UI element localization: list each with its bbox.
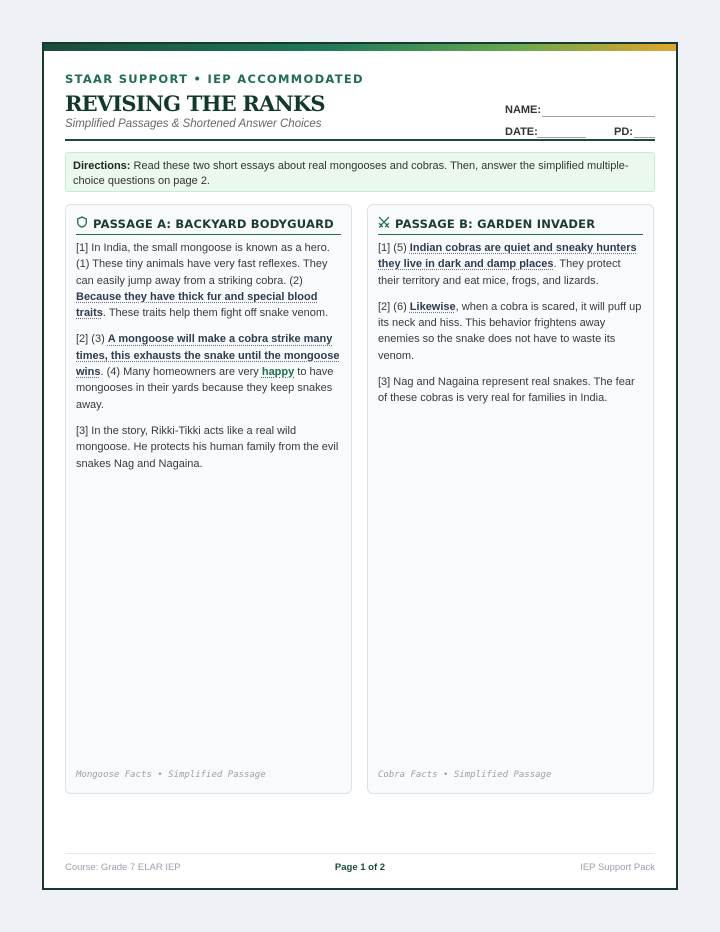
gradient-top-bar [44,44,676,51]
directions-label: Directions: [73,160,131,172]
passage-a-header [76,214,341,235]
sentence-5-underlined[interactable]: Indian cobras are quiet and sneaky hunters they live in dark and damp places [378,242,637,271]
passage-b-paragraph-3: [3] Nag and Nagaina represent real snakes. The fear of these cobras is very real for families in India. [378,376,635,405]
passage-a-paragraph-2 [76,331,341,412]
paragraph-text: , when a cobra is scared, it will puff up its neck and hiss. This behavior frightens away enemies so the snake does not have to waste its venom. [378,300,642,362]
passage-b-card [367,204,654,794]
passage-b-title: PASSAGE B: GARDEN INVADER [395,217,596,231]
passage-a-paragraph-1 [76,240,341,321]
shield-icon [76,215,93,233]
passage-b-footer: Cobra Facts • Simplified Passage [378,770,552,780]
sentence-1-underlined[interactable]: Because they have thick fur and special blood traits [76,290,318,320]
date-field[interactable] [537,137,586,138]
date-label: DATE: [505,126,538,138]
passage-a-title: PASSAGE A: BACKYARD BODYGUARD [93,217,334,231]
header-kicker: STAAR SUPPORT • IEP ACCOMMODATED [65,72,364,86]
name-label: NAME: [505,104,542,116]
crossed-swords-icon [378,215,395,233]
page-title: REVISING THE RANKS [65,91,325,116]
period-field[interactable] [634,137,655,138]
course-label: Course: Grade 7 ELAR IEP [65,862,181,873]
page-subtitle: Simplified Passages & Shortened Answer Choices [65,118,322,130]
paragraph-text: to have mongooses in their yards because they keep snakes away. [76,366,334,411]
passage-a-body [76,240,341,482]
passage-a-footer: Mongoose Facts • Simplified Passage [76,770,266,780]
header-divider [65,139,655,141]
paragraph-text: . They protect their territory and eat mice, frogs, and lizards. [378,258,621,287]
pack-label: IEP Support Pack [580,862,655,873]
period-label: PD: [614,126,633,138]
passage-a-paragraph-3: [3] In the story, Rikki-Tikki acts like a real wild mongoose. He protects his human family from the evil snakes Nag and Nagaina. [76,424,339,470]
passage-b-header [378,214,643,235]
paragraph-text: [2] (3) [76,333,108,346]
directions-box [65,152,655,192]
paragraph-text: . (4) Many homeowners are very [100,366,262,379]
footer-divider [65,853,655,854]
directions-text: Read these two short essays about real mongooses and cobras. Then, answer the simplified multiple-choice questions on page 2. [73,160,629,187]
passage-b-body [378,240,643,417]
sentence-3-underlined[interactable]: A mongoose will make a cobra strike many times, this exhausts the snake until the mongoose wins [76,333,340,379]
page-number: Page 1 of 2 [334,862,386,873]
passage-b-paragraph-2 [378,299,643,364]
passage-a-card [65,204,352,794]
word-likewise-underlined[interactable]: Likewise [409,300,456,313]
word-happy-underlined[interactable]: happy [261,366,295,379]
paragraph-text: . These traits help them fight off snake venom. [102,307,329,320]
paragraph-text: [1] (5) [378,242,410,254]
paragraph-text: [1] In India, the small mongoose is known as a hero. (1) These tiny animals have very fast reflexes. They can easily jump away from a striking cobra. (2) [76,242,330,287]
worksheet-page [42,42,678,890]
paragraph-text: [2] (6) [378,300,410,313]
passage-b-paragraph-1 [378,240,643,289]
name-field[interactable] [542,116,655,117]
